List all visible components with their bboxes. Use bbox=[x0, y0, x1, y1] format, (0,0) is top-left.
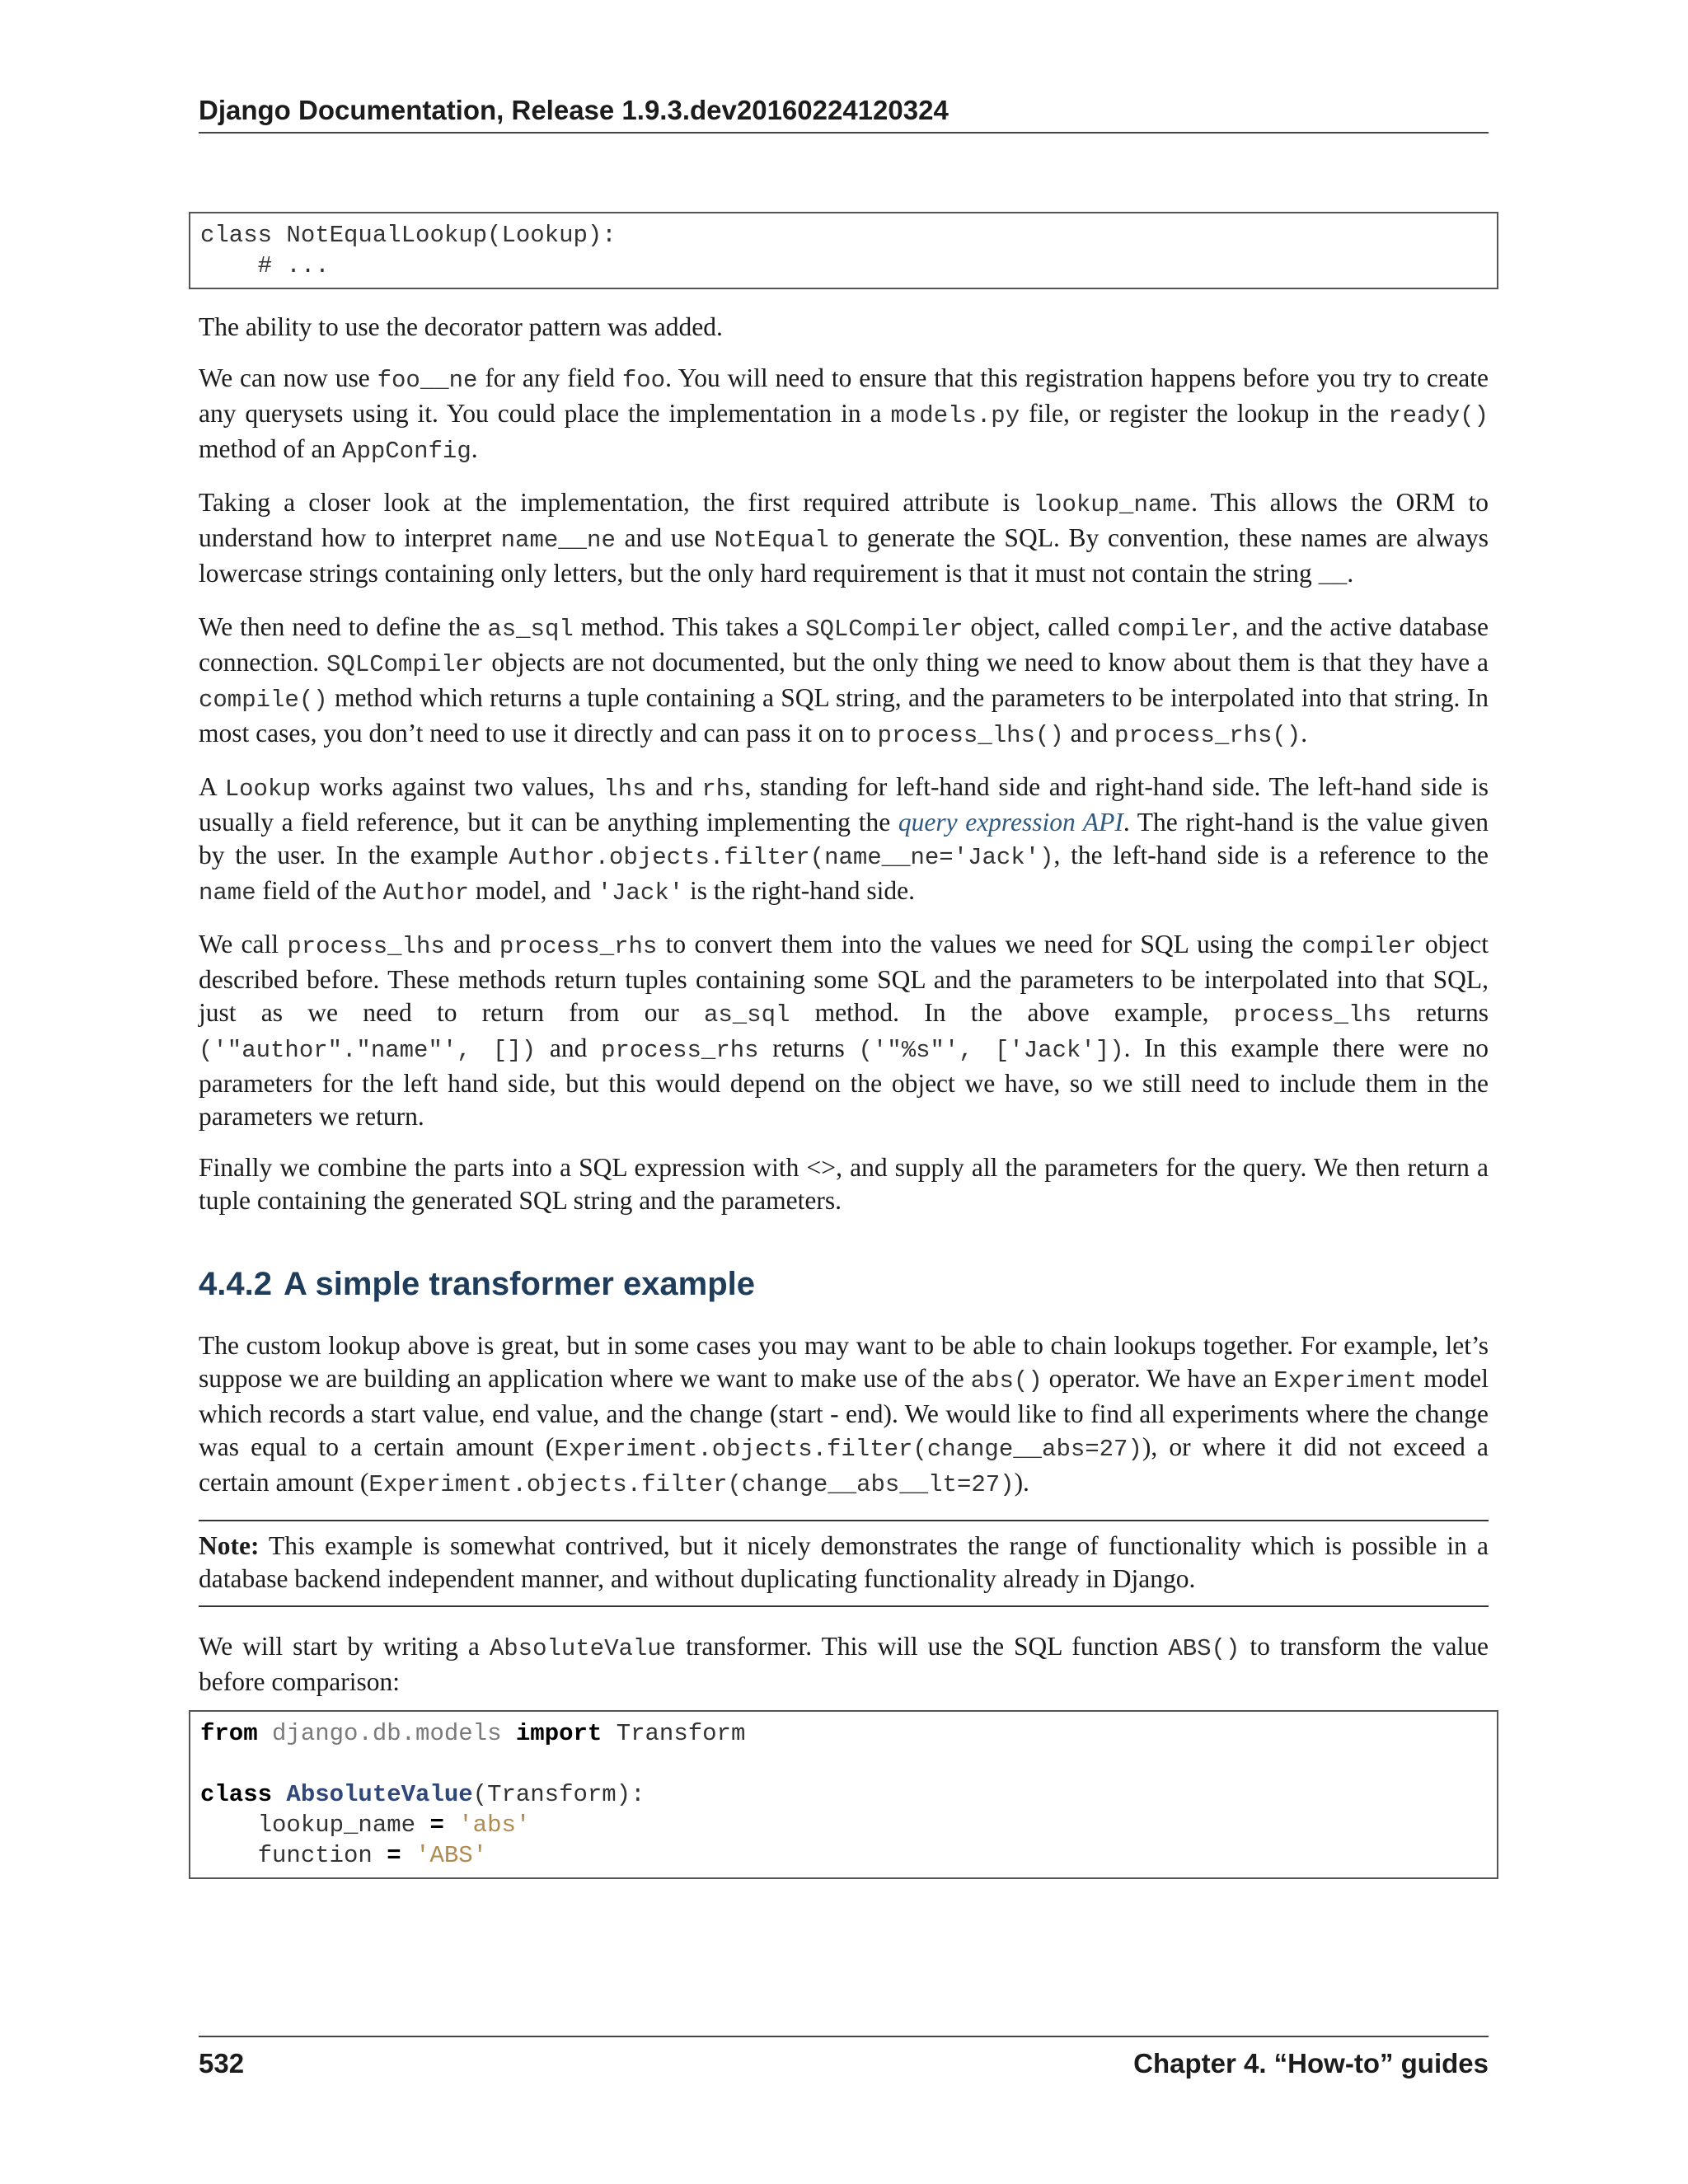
paragraph-lookup-name: Taking a closer look at the implementation, the first required attribute is lookup_name. This allows the ORM to understand how to interpret name__ne and use NotEqual to generate the SQL. By convention, these names are always lowercase strings containing only letters, but the only hard requirement is that it must not contain the string __. bbox=[199, 488, 1489, 589]
code-line: # ... bbox=[200, 252, 330, 279]
paragraph-absolute-value: We will start by writing a AbsoluteValue transformer. This will use the SQL function ABS() to transform the value before comparison: bbox=[199, 1632, 1489, 1696]
query-expression-api-link[interactable]: query expression API bbox=[898, 808, 1123, 837]
paragraph-combine: Finally we combine the parts into a SQL expression with <>, and supply all the parameters for the query. We then return a tuple containing the generated SQL string and the parameters. bbox=[199, 1153, 1489, 1215]
paragraph-foo-ne: We can now use foo__ne for any field foo. You will need to ensure that this registration happens before you try to create any querysets using it. You could place the implementation in a models.py file, or register the lookup in the ready() method of an AppConfig. bbox=[199, 363, 1489, 465]
code-block-not-equal-lookup bbox=[189, 212, 1498, 289]
paragraph-lhs-rhs: A Lookup works against two values, lhs and rhs, standing for left-hand side and right-hand side. The left-hand side is usually a field reference, but it can be anything implementing the query expression API. The right-hand is the value given by the user. In the example Author.objects.filter(name__ne='Jack'), the left-hand side is a reference to the name field of the Author model, and 'Jack' is the right-hand side. bbox=[199, 772, 1489, 907]
paragraph-transformer-intro: The custom lookup above is great, but in some cases you may want to be able to chain lookups together. For example, let’s suppose we are building an application where we want to make use of the abs() operator. We have an Experiment model which records a start value, end value, and the change (start - end). We would like to find all experiments where the change was equal to a certain amount (Experiment.objects.filter(change__abs=27)), or where it did not exceed a certain amount (Experiment.objects.filter(change__abs__lt=27)). bbox=[199, 1331, 1489, 1498]
document-page bbox=[199, 92, 1489, 2095]
note-label: Note: bbox=[199, 1531, 260, 1560]
paragraph-decorator: The ability to use the decorator pattern was added. bbox=[199, 312, 723, 341]
note-text: Note: This example is somewhat contrived, but it nicely demonstrates the range of functionality which is possible in a database backend independent manner, and without duplicating functionality already in Django. bbox=[199, 1531, 1489, 1593]
section-title: A simple transformer example bbox=[283, 1266, 756, 1302]
section-heading bbox=[199, 1263, 1489, 1305]
page-number: 532 bbox=[199, 2048, 245, 2079]
section-number: 4.4.2 bbox=[199, 1266, 272, 1302]
running-header: Django Documentation, Release 1.9.3.dev20160224120324 bbox=[199, 92, 1489, 134]
code-block-absolute-value: from django.db.models import Transform class AbsoluteValue(Transform): lookup_name = 'abs' function = 'ABS' bbox=[189, 1710, 1498, 1879]
paragraph-process-lhs: We call process_lhs and process_rhs to convert them into the values we need for SQL using the compiler object described before. These methods return tuples containing some SQL and the parameters to be interpolated into that SQL, just as we need to return from our as_sql method. In the above example, process_lhs returns ('"author"."name"', []) and process_rhs returns ('"%s"', ['Jack']). In this example there were no parameters for the left hand side, but this would depend on the object we have, so we still need to include them in the parameters we return. bbox=[199, 930, 1489, 1131]
note-admonition bbox=[199, 1520, 1489, 1607]
chapter-title: Chapter 4. “How-to” guides bbox=[1133, 2048, 1489, 2079]
paragraph-as-sql: We then need to define the as_sql method. This takes a SQLCompiler object, called compiler, and the active database connection. SQLCompiler objects are not documented, but the only thing we need to know about them is that they have a compile() method which returns a tuple containing a SQL string, and the parameters to be interpolated into that string. In most cases, you don’t need to use it directly and can pass it on to process_lhs() and process_rhs(). bbox=[199, 612, 1489, 749]
code-line: class NotEqualLookup(Lookup): bbox=[200, 222, 617, 249]
running-footer bbox=[199, 2036, 1489, 2082]
